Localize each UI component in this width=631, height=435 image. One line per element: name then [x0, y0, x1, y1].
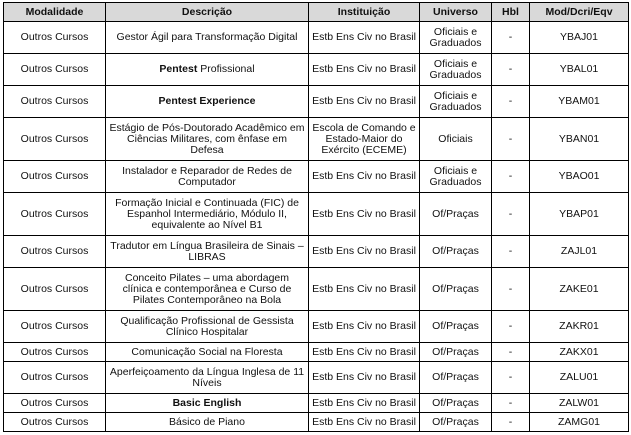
cell-descricao: Qualificação Profissional de Gessista Clínico Hospitalar — [106, 311, 309, 343]
cell-universo: Of/Praças — [420, 413, 492, 432]
cell-descricao: Instalador e Reparador de Redes de Computador — [106, 161, 309, 193]
cell-instituicao: Escola de Comando e Estado-Maior do Exército (ECEME) — [309, 118, 420, 161]
cell-universo: Of/Praças — [420, 394, 492, 413]
cell-descricao: Formação Inicial e Continuada (FIC) de Espanhol Intermediário, Módulo II, equivalente ao Nível B1 — [106, 193, 309, 236]
cell-hbl: - — [492, 54, 530, 86]
cell-instituicao: Estb Ens Civ no Brasil — [309, 394, 420, 413]
cell-modalidade: Outros Cursos — [4, 311, 106, 343]
header-universo: Universo — [420, 3, 492, 22]
cell-codigo: YBAM01 — [530, 86, 629, 118]
cell-modalidade: Outros Cursos — [4, 54, 106, 86]
table-row — [4, 394, 629, 413]
table-row — [4, 193, 629, 236]
cell-universo: Of/Praças — [420, 193, 492, 236]
cell-modalidade: Outros Cursos — [4, 413, 106, 432]
table-row — [4, 413, 629, 432]
cell-universo: Oficiais e Graduados — [420, 22, 492, 54]
cell-modalidade: Outros Cursos — [4, 193, 106, 236]
table-row — [4, 343, 629, 362]
cell-codigo: YBAO01 — [530, 161, 629, 193]
cell-codigo: YBAP01 — [530, 193, 629, 236]
header-descricao: Descrição — [106, 3, 309, 22]
cell-descricao: Aperfeiçoamento da Língua Inglesa de 11 Níveis — [106, 362, 309, 394]
cell-instituicao: Estb Ens Civ no Brasil — [309, 54, 420, 86]
cell-modalidade: Outros Cursos — [4, 394, 106, 413]
header-instituicao: Instituição — [309, 3, 420, 22]
cell-instituicao: Estb Ens Civ no Brasil — [309, 161, 420, 193]
cell-descricao: Pentest Experience — [106, 86, 309, 118]
cell-universo: Of/Praças — [420, 236, 492, 268]
table-row — [4, 118, 629, 161]
cell-instituicao: Estb Ens Civ no Brasil — [309, 86, 420, 118]
cell-universo: Of/Praças — [420, 311, 492, 343]
cell-codigo: YBAN01 — [530, 118, 629, 161]
cell-codigo: ZAKX01 — [530, 343, 629, 362]
cell-descricao: Comunicação Social na Floresta — [106, 343, 309, 362]
cell-instituicao: Estb Ens Civ no Brasil — [309, 343, 420, 362]
cell-hbl: - — [492, 193, 530, 236]
cell-universo: Oficiais — [420, 118, 492, 161]
header-hbl: Hbl — [492, 3, 530, 22]
table-row — [4, 161, 629, 193]
cell-instituicao: Estb Ens Civ no Brasil — [309, 311, 420, 343]
cell-hbl: - — [492, 362, 530, 394]
cell-modalidade: Outros Cursos — [4, 118, 106, 161]
cell-descricao: Estágio de Pós-Doutorado Acadêmico em Ciências Militares, com ênfase em Defesa — [106, 118, 309, 161]
cell-descricao: Conceito Pilates – uma abordagem clínica e contemporânea e Curso de Pilates Contemporâneo na Bola — [106, 268, 309, 311]
cell-universo: Of/Praças — [420, 362, 492, 394]
cell-instituicao: Estb Ens Civ no Brasil — [309, 413, 420, 432]
table-row — [4, 86, 629, 118]
cell-descricao: Gestor Ágil para Transformação Digital — [106, 22, 309, 54]
cell-universo: Oficiais e Graduados — [420, 86, 492, 118]
cell-modalidade: Outros Cursos — [4, 86, 106, 118]
cell-universo: Of/Praças — [420, 268, 492, 311]
courses-table — [3, 2, 629, 432]
table-row — [4, 311, 629, 343]
table-row — [4, 236, 629, 268]
table-row — [4, 268, 629, 311]
cell-hbl: - — [492, 118, 530, 161]
cell-hbl: - — [492, 22, 530, 54]
cell-universo: Oficiais e Graduados — [420, 161, 492, 193]
cell-codigo: YBAJ01 — [530, 22, 629, 54]
cell-codigo: ZAKE01 — [530, 268, 629, 311]
header-modalidade: Modalidade — [4, 3, 106, 22]
cell-modalidade: Outros Cursos — [4, 362, 106, 394]
cell-hbl: - — [492, 268, 530, 311]
cell-descricao: Pentest Profissional — [106, 54, 309, 86]
cell-descricao: Basic English — [106, 394, 309, 413]
table-row — [4, 54, 629, 86]
cell-codigo: ZALU01 — [530, 362, 629, 394]
cell-descricao: Básico de Piano — [106, 413, 309, 432]
cell-universo: Oficiais e Graduados — [420, 54, 492, 86]
cell-hbl: - — [492, 311, 530, 343]
cell-instituicao: Estb Ens Civ no Brasil — [309, 362, 420, 394]
cell-modalidade: Outros Cursos — [4, 343, 106, 362]
cell-hbl: - — [492, 236, 530, 268]
cell-codigo: YBAL01 — [530, 54, 629, 86]
table-row — [4, 362, 629, 394]
cell-instituicao: Estb Ens Civ no Brasil — [309, 22, 420, 54]
cell-codigo: ZAKR01 — [530, 311, 629, 343]
cell-codigo: ZAJL01 — [530, 236, 629, 268]
cell-hbl: - — [492, 86, 530, 118]
cell-universo: Of/Praças — [420, 343, 492, 362]
cell-descricao: Tradutor em Língua Brasileira de Sinais – LIBRAS — [106, 236, 309, 268]
table-row — [4, 22, 629, 54]
cell-codigo: ZAMG01 — [530, 413, 629, 432]
cell-hbl: - — [492, 413, 530, 432]
cell-instituicao: Estb Ens Civ no Brasil — [309, 236, 420, 268]
cell-instituicao: Estb Ens Civ no Brasil — [309, 193, 420, 236]
cell-instituicao: Estb Ens Civ no Brasil — [309, 268, 420, 311]
header-row — [4, 3, 629, 22]
cell-modalidade: Outros Cursos — [4, 161, 106, 193]
cell-hbl: - — [492, 161, 530, 193]
cell-codigo: ZALW01 — [530, 394, 629, 413]
cell-hbl: - — [492, 394, 530, 413]
cell-modalidade: Outros Cursos — [4, 236, 106, 268]
header-codigo: Mod/Dcri/Eqv — [530, 3, 629, 22]
cell-modalidade: Outros Cursos — [4, 22, 106, 54]
cell-modalidade: Outros Cursos — [4, 268, 106, 311]
table-body — [4, 22, 629, 432]
cell-hbl: - — [492, 343, 530, 362]
